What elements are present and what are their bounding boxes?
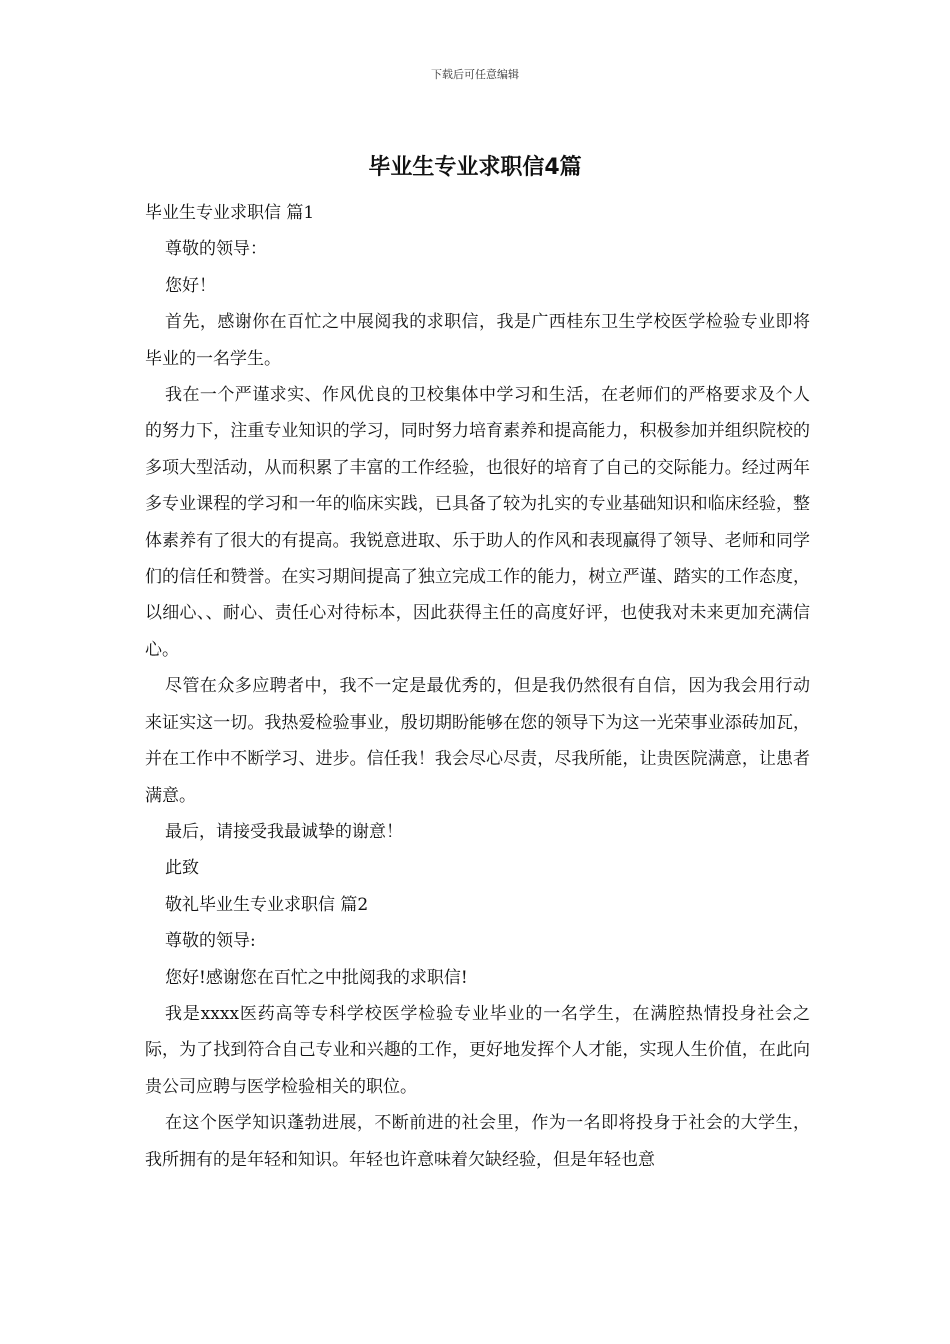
paragraph: 首先，感谢你在百忙之中展阅我的求职信，我是广西桂东卫生学校医学检验专业即将毕业的一名学生。 <box>145 312 810 369</box>
header-note: 下载后可任意编辑 <box>431 68 519 81</box>
paragraph: 我在一个严谨求实、作风优良的卫校集体中学习和生活，在老师们的严格要求及个人的努力下，注重专业知识的学习，同时努力培育素养和提高能力，积极参加并组织院校的多项大型活动，从而积累了丰富的工作经验，也很好的培育了自己的交际能力。经过两年多专业课程的学习和一年的临床实践，已具备了较为扎实的专业基础知识和临床经验，整体素养有了很大的有提高。我锐意进取、乐于助人的作风和表现赢得了领导、老师和同学们的信任和赞誉。在实习期间提高了独立完成工作的能力，树立严谨、踏实的工作态度，以细心、、耐心、责任心对待标本，因此获得主任的高度好评，也使我对未来更加充满信心。 <box>145 385 810 660</box>
section-heading-2: 敬礼毕业生专业求职信 篇2 <box>165 894 369 915</box>
salutation: 尊敬的领导: <box>165 931 256 952</box>
paragraph: 尽管在众多应聘者中，我不一定是最优秀的，但是我仍然很有自信，因为我会用行动来证实这一切。我热爱检验事业，殷切期盼能够在您的领导下为这一光荣事业添砖加瓦，并在工作中不断学习、进步。信任我！我会尽心尽责，尽我所能，让贵医院满意，让患者满意。 <box>145 676 810 806</box>
greeting: 您好！ <box>165 275 216 296</box>
document-body <box>145 195 810 1178</box>
greeting: 您好!感谢您在百忙之中批阅我的求职信! <box>165 967 468 988</box>
closing-thanks: 最后，请接受我最诚挚的谢意！ <box>165 821 403 842</box>
section-heading-1: 毕业生专业求职信 篇1 <box>145 203 315 223</box>
paragraph: 在这个医学知识蓬勃进展，不断前进的社会里，作为一名即将投身于社会的大学生，我所拥有的是年轻和知识。年轻也许意味着欠缺经验，但是年轻也意 <box>145 1113 810 1170</box>
paragraph: 我是xxxx医药高等专科学校医学检验专业毕业的一名学生，在满腔热情投身社会之际，为了找到符合自己专业和兴趣的工作，更好地发挥个人才能，实现人生价值，在此向贵公司应聘与医学检验相关的职位。 <box>145 1003 810 1097</box>
closing: 此致 <box>165 858 199 879</box>
salutation: 尊敬的领导： <box>165 239 267 260</box>
document-title: 毕业生专业求职信4篇 <box>368 155 582 180</box>
